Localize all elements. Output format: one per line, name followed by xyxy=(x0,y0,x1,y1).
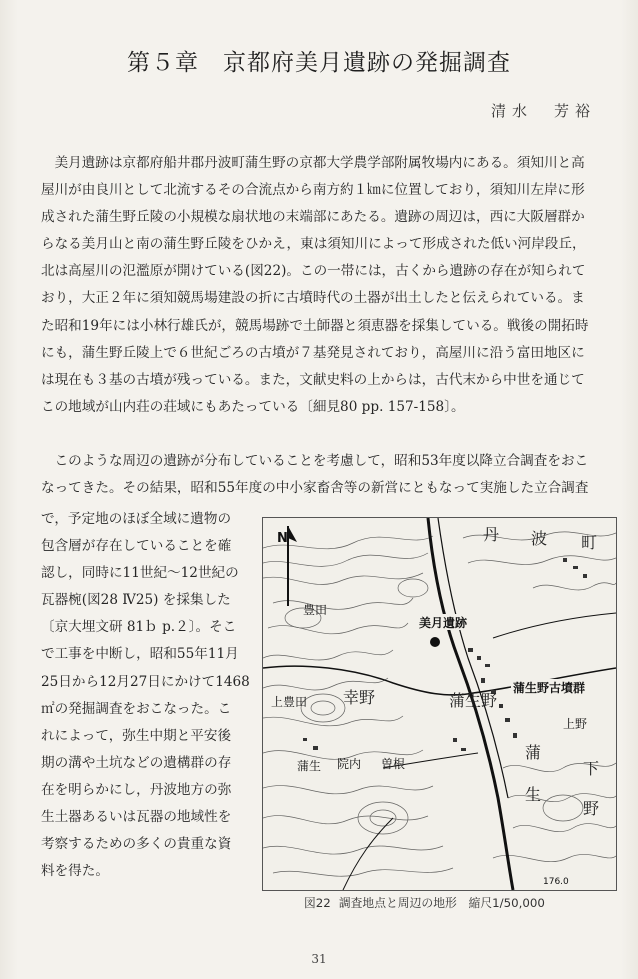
figure-caption xyxy=(304,894,545,911)
contour-lines xyxy=(263,532,616,876)
text-line: らなる美月山と南の蒲生野丘陵をひかえ，東は須知川によって形成された低い河岸段丘， xyxy=(41,236,586,253)
text-line: 在を明らかにし，丹波地方の弥 xyxy=(41,781,232,798)
map-svg xyxy=(263,518,616,890)
text-line: なってきた。その結果，昭和55年度の中小家畜舎等の新営にともなって実施した立合調査 xyxy=(41,480,589,497)
text-line: 美月遺跡は京都府船井郡丹波町蒲生野の京都大学農学部附属牧場内にある。須知川と高 xyxy=(54,155,585,171)
page-number: 31 xyxy=(311,952,327,966)
tumuli-label: 蒲生野古墳群 xyxy=(513,681,586,695)
text-line: にも，蒲生野丘陵上で６世紀ごろの古墳が７基発見されており，高屋川に沿う富田地区に xyxy=(41,344,585,361)
text-line: 包含層が存在していることを確 xyxy=(41,538,232,555)
text-line: 生土器あるいは瓦器の地域性を xyxy=(41,809,232,826)
text-line: 北は高屋川の氾濫原が開けている(図22)。この一帯には，古くから遺跡の存在が知られて xyxy=(41,263,586,280)
north-arrow xyxy=(277,526,297,606)
text-line: ㎡の発掘調査をおこなった。こ xyxy=(41,700,232,717)
elevation-label: 176.0 xyxy=(543,877,569,887)
paragraph-2 xyxy=(41,448,619,502)
text-line: 瓦器椀(図28 Ⅳ25) を採集した xyxy=(41,592,231,609)
topographic-map xyxy=(262,517,617,891)
place-label: 院内 xyxy=(337,757,362,771)
text-line: 屋川が由良川として北流するその合流点から南方約１㎞に位置しており，須知川左岸に形 xyxy=(41,182,585,199)
text-line: このような周辺の遺跡が分布していることを考慮して，昭和53年度以降立合調査をおこ xyxy=(54,453,589,469)
place-label: 丹 xyxy=(483,525,500,544)
text-line: 25日から12月27日にかけて1468 xyxy=(41,673,250,690)
text-line: れによって，弥生中期と平安後 xyxy=(41,727,232,744)
chapter-title: 第５章 京都府美月遺跡の発掘調査 xyxy=(127,50,511,76)
text-line: で工事を中断し，昭和55年11月 xyxy=(41,646,239,663)
place-label: 波 xyxy=(531,529,548,548)
place-label: 下 xyxy=(583,759,600,778)
text-line: 考察するための多くの貴重な資 xyxy=(41,836,232,853)
author-name: 清水 芳裕 xyxy=(490,102,596,120)
place-label: 曽根 xyxy=(381,757,406,771)
text-line: 期の溝や土坑などの遺構群の存 xyxy=(41,754,232,771)
settlement-blocks xyxy=(303,558,587,751)
place-label: 野 xyxy=(583,799,600,818)
place-label: 上豊田 xyxy=(271,695,308,709)
paragraph-2-wrapped xyxy=(41,506,251,885)
place-label: 蒲生野 xyxy=(449,691,498,710)
place-label: 蒲 xyxy=(525,743,542,762)
caption-text: 調査地点と周辺の地形 縮尺1/50,000 xyxy=(338,896,545,910)
place-label: 町 xyxy=(581,533,598,552)
place-label: 豊田 xyxy=(303,603,328,617)
site-marker xyxy=(417,614,477,647)
place-label: 生 xyxy=(525,785,542,804)
roads-rivers xyxy=(263,518,616,890)
text-line: 成された蒲生野丘陵の小規模な扇状地の末端部にあたる。遺跡の周辺は，西に大阪層群か xyxy=(41,209,585,226)
text-line: 料を得た。 xyxy=(41,863,109,880)
place-label: 上野 xyxy=(563,717,588,731)
text-line: おり，大正２年に須知競馬場建設の折に古墳時代の土器が出土したと伝えられている。ま xyxy=(41,290,585,307)
text-line: 〔京大埋文研 81ｂ p.２〕。そこ xyxy=(41,619,237,636)
place-label: 幸野 xyxy=(343,688,376,707)
text-line: た昭和19年には小林行雄氏が，競馬場跡で土師器と須恵器を採集している。戦後の開拓時 xyxy=(41,317,589,334)
svg-text:美月遺跡: 美月遺跡 xyxy=(419,616,468,630)
svg-text:N: N xyxy=(277,531,288,546)
paragraph-1 xyxy=(41,150,619,421)
text-line: は現在も３基の古墳が残っている。また，文献史料の上からは，古代末から中世を通じて xyxy=(41,371,585,388)
text-line: 認し，同時に11世紀～12世紀の xyxy=(41,565,239,582)
place-label: 蒲生 xyxy=(297,759,322,773)
text-line: この地域が山内荘の荘域にもあたっている〔細見80 pp. 157-158〕。 xyxy=(41,398,465,415)
figure-number: 図22 xyxy=(304,896,331,910)
text-line: で，予定地のほぼ全域に遺物の xyxy=(41,511,232,527)
